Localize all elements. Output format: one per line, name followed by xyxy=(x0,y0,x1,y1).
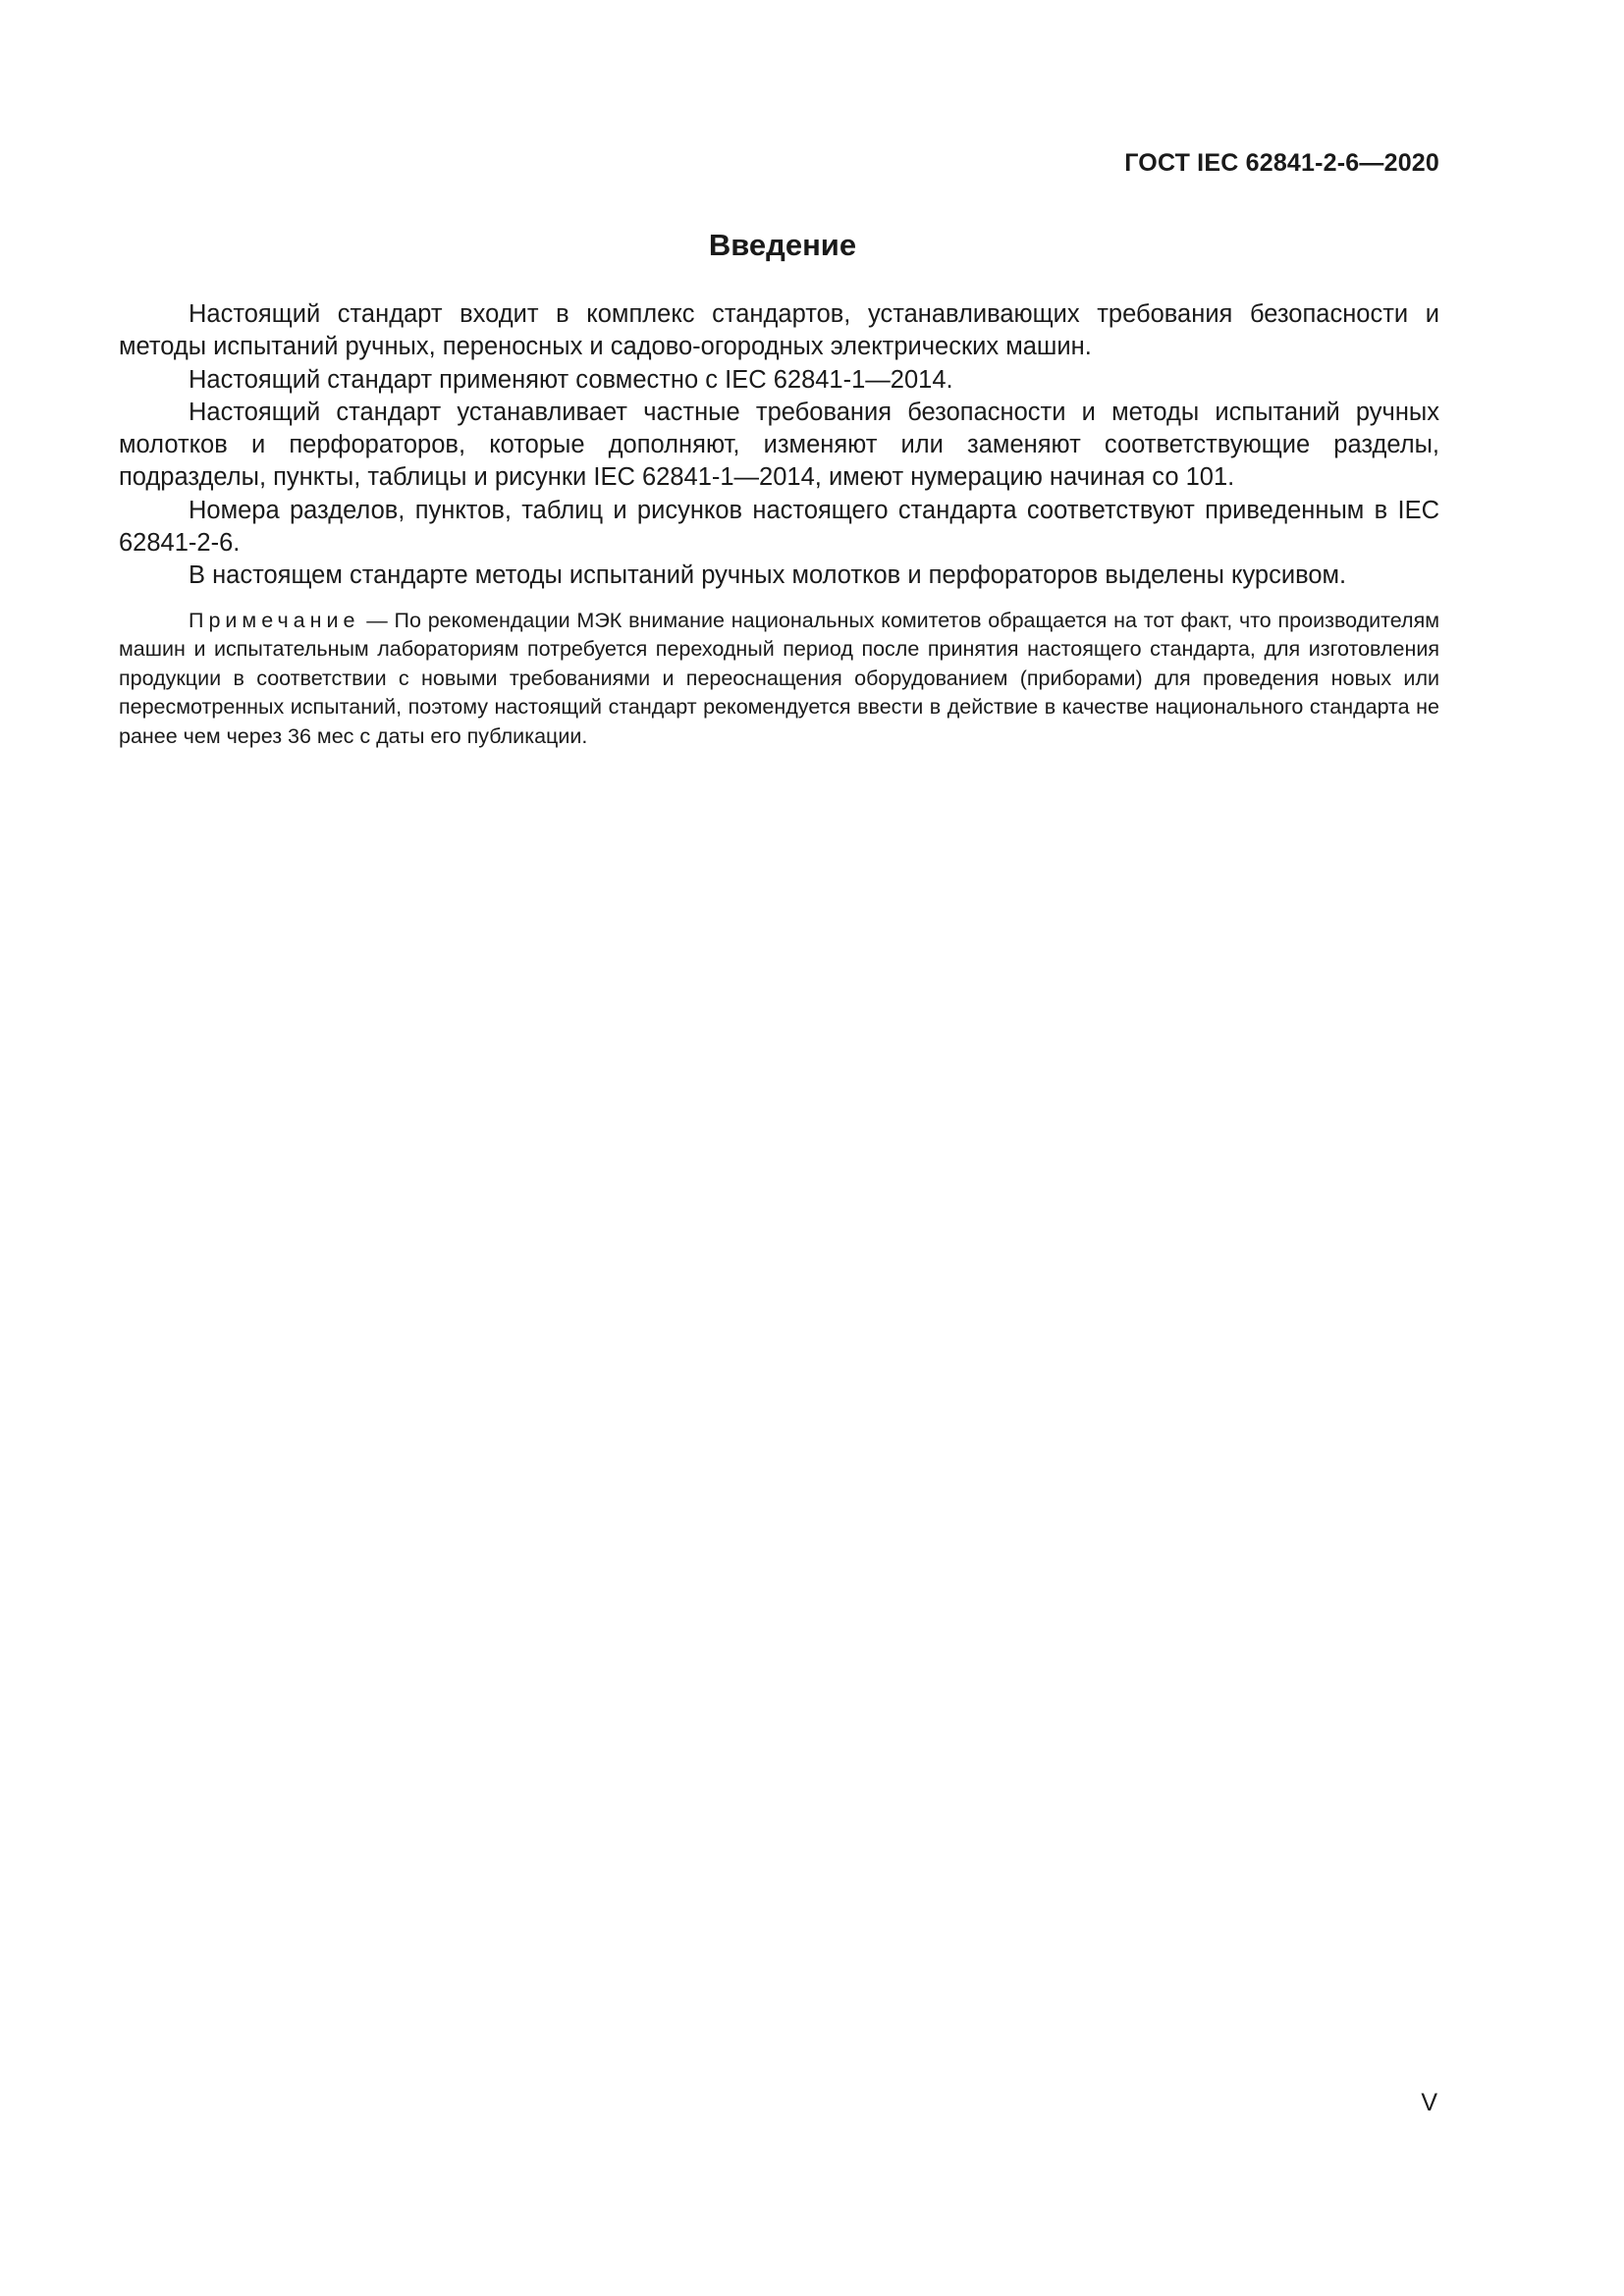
page-number: V xyxy=(1421,2089,1437,2116)
document-code-header: ГОСТ IEC 62841-2-6—2020 xyxy=(1124,149,1439,177)
paragraph-5: В настоящем стандарте методы испытаний ручных молотков и перфораторов выделены курсивом. xyxy=(189,561,1347,590)
section-title: Введение xyxy=(708,228,857,262)
note-text: — По рекомендации МЭК внимание национальных комитетов обращается на тот факт, что производителям машин и испытательным лабораториям потребуется переходный период после принятия настоящего стандарта, для изготовления продукции в соответствии с новыми требованиями и переоснащения оборудованием (приборами) для проведения новых или пересмотренных испытаний, поэтому настоящий стандарт рекомендуется ввести в действие в качестве национального стандарта не ранее чем через 36 мес с даты его публикации. xyxy=(119,608,1439,748)
paragraph-1: Настоящий стандарт входит в комплекс стандартов, устанавливающих требования безопасности и методы испытаний ручных, переносных и садово-огородных электрических машин. xyxy=(119,300,1439,361)
paragraph-2: Настоящий стандарт применяют совместно с IEC 62841-1—2014. xyxy=(189,365,953,394)
paragraph-4: Номера разделов, пунктов, таблиц и рисунков настоящего стандарта соответствуют приведенным в IEC 62841-2-6. xyxy=(119,496,1439,558)
document-body xyxy=(119,298,1439,751)
note-block xyxy=(119,607,1439,752)
note-label: Примечание xyxy=(189,608,360,632)
paragraph-3: Настоящий стандарт устанавливает частные требования безопасности и методы испытаний ручных молотков и перфораторов, которые дополняют, изменяют или заменяют соответствующие разделы, подразделы, пункты, таблицы и рисунки IEC 62841-1—2014, имеют нумерацию начиная со 101. xyxy=(119,398,1439,492)
